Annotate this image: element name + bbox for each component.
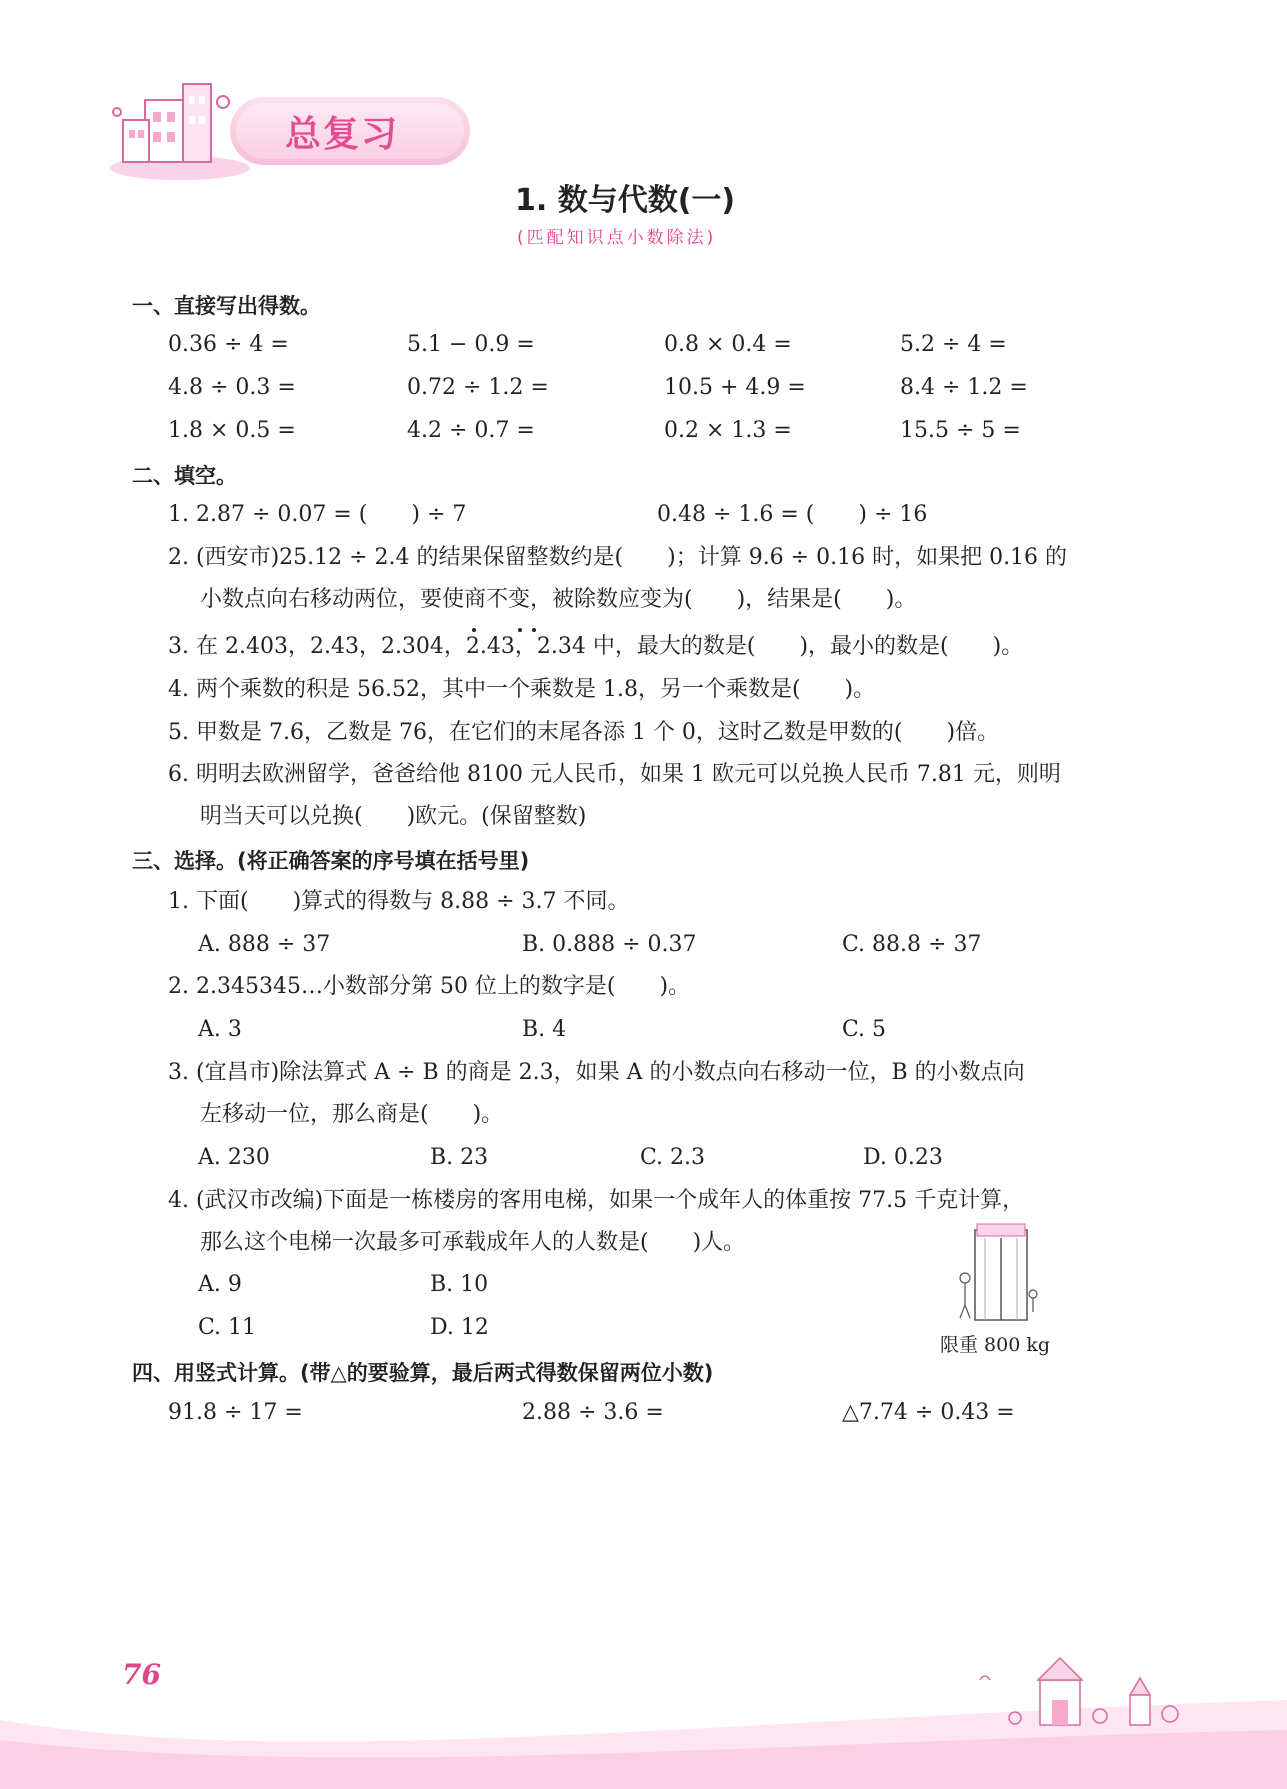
section-2-heading: 二、填空。 bbox=[132, 464, 237, 488]
choice-option: D. 12 bbox=[430, 1315, 489, 1340]
banner-title: 总复习 bbox=[285, 114, 400, 155]
choice-option: A. 230 bbox=[198, 1145, 270, 1170]
choice-option: B. 10 bbox=[430, 1272, 489, 1297]
repeat-dot bbox=[532, 628, 536, 632]
fill-q6-line2: 明当天可以兑换( )欧元。(保留整数) bbox=[200, 804, 587, 829]
chapter-subtitle: (匹配知识点小数除法) bbox=[517, 228, 717, 248]
choice-q4-line2: 那么这个电梯一次最多可承载成年人的人数是( )人。 bbox=[200, 1230, 746, 1255]
choice-option: B. 0.888 ÷ 0.37 bbox=[522, 932, 697, 957]
choice-option: A. 9 bbox=[198, 1272, 242, 1297]
calc-item: 5.2 ÷ 4 = bbox=[900, 332, 1007, 357]
fill-q5: 5. 甲数是 7.6，乙数是 76，在它们的末尾各添 1 个 0，这时乙数是甲数的( )倍。 bbox=[168, 720, 1000, 745]
calc-item: 0.72 ÷ 1.2 = bbox=[407, 375, 549, 400]
calc-item: 4.2 ÷ 0.7 = bbox=[407, 418, 535, 443]
fill-q3: 3. 在 2.403，2.43，2.304，2.43，2.34 中，最大的数是( )，最小的数是( )。 bbox=[168, 634, 1024, 659]
choice-option: B. 4 bbox=[522, 1017, 567, 1042]
choice-option: A. 888 ÷ 37 bbox=[198, 932, 331, 957]
calc-item: 8.4 ÷ 1.2 = bbox=[900, 375, 1028, 400]
section-4-heading: 四、用竖式计算。(带△的要验算，最后两式得数保留两位小数) bbox=[132, 1361, 714, 1385]
chapter-title: 1. 数与代数(一) bbox=[515, 183, 736, 218]
choice-q3-line2: 左移动一位，那么商是( )。 bbox=[200, 1102, 504, 1127]
fill-q2-line2: 小数点向右移动两位，要使商不变，被除数应变为( )，结果是( )。 bbox=[200, 587, 917, 612]
choice-q1: 1. 下面( )算式的得数与 8.88 ÷ 3.7 不同。 bbox=[168, 889, 630, 914]
calc-item: 0.8 × 0.4 = bbox=[664, 332, 792, 357]
elevator-label: 限重 800 kg bbox=[940, 1334, 1051, 1356]
calc-item: 1.8 × 0.5 = bbox=[168, 418, 296, 443]
choice-q2: 2. 2.345345…小数部分第 50 位上的数字是( )。 bbox=[168, 974, 691, 999]
elevator-illustration bbox=[955, 1220, 1045, 1325]
vertical-calc-item: △7.74 ÷ 0.43 = bbox=[842, 1400, 1015, 1425]
calc-item: 0.2 × 1.3 = bbox=[664, 418, 792, 443]
repeat-dot bbox=[518, 628, 522, 632]
fill-q4: 4. 两个乘数的积是 56.52，其中一个乘数是 1.8，另一个乘数是( )。 bbox=[168, 677, 876, 702]
castle-illustration bbox=[960, 1650, 1190, 1735]
fill-q1b: 0.48 ÷ 1.6 = ( ) ÷ 16 bbox=[657, 502, 928, 527]
calc-item: 15.5 ÷ 5 = bbox=[900, 418, 1021, 443]
choice-option: C. 5 bbox=[842, 1017, 887, 1042]
vertical-calc-item: 2.88 ÷ 3.6 = bbox=[522, 1400, 664, 1425]
fill-q2-line1: 2. (西安市)25.12 ÷ 2.4 的结果保留整数约是( )；计算 9.6 ÷ 0.16 时，如果把 0.16 的 bbox=[168, 545, 1068, 570]
calc-item: 10.5 + 4.9 = bbox=[664, 375, 806, 400]
choice-q3-line1: 3. (宜昌市)除法算式 A ÷ B 的商是 2.3，如果 A 的小数点向右移动一位，B 的小数点向 bbox=[168, 1060, 1025, 1085]
fill-q1a: 1. 2.87 ÷ 0.07 = ( ) ÷ 7 bbox=[168, 502, 467, 527]
choice-option: C. 11 bbox=[198, 1315, 257, 1340]
section-3-heading: 三、选择。(将正确答案的序号填在括号里) bbox=[132, 849, 530, 873]
choice-option: C. 88.8 ÷ 37 bbox=[842, 932, 982, 957]
calc-item: 0.36 ÷ 4 = bbox=[168, 332, 289, 357]
page-number: 76 bbox=[122, 1658, 161, 1691]
vertical-calc-item: 91.8 ÷ 17 = bbox=[168, 1400, 303, 1425]
choice-option: D. 0.23 bbox=[863, 1145, 943, 1170]
choice-q4-line1: 4. (武汉市改编)下面是一栋楼房的客用电梯，如果一个成年人的体重按 77.5 千克计算， bbox=[168, 1188, 1025, 1213]
calc-item: 4.8 ÷ 0.3 = bbox=[168, 375, 296, 400]
calc-item: 5.1 − 0.9 = bbox=[407, 332, 535, 357]
choice-option: C. 2.3 bbox=[640, 1145, 706, 1170]
choice-option: B. 23 bbox=[430, 1145, 489, 1170]
repeat-dot bbox=[472, 628, 476, 632]
fill-q6-line1: 6. 明明去欧洲留学，爸爸给他 8100 元人民币，如果 1 欧元可以兑换人民币 7.81 元，则明 bbox=[168, 762, 1061, 787]
choice-option: A. 3 bbox=[198, 1017, 242, 1042]
section-1-heading: 一、直接写出得数。 bbox=[132, 294, 321, 318]
